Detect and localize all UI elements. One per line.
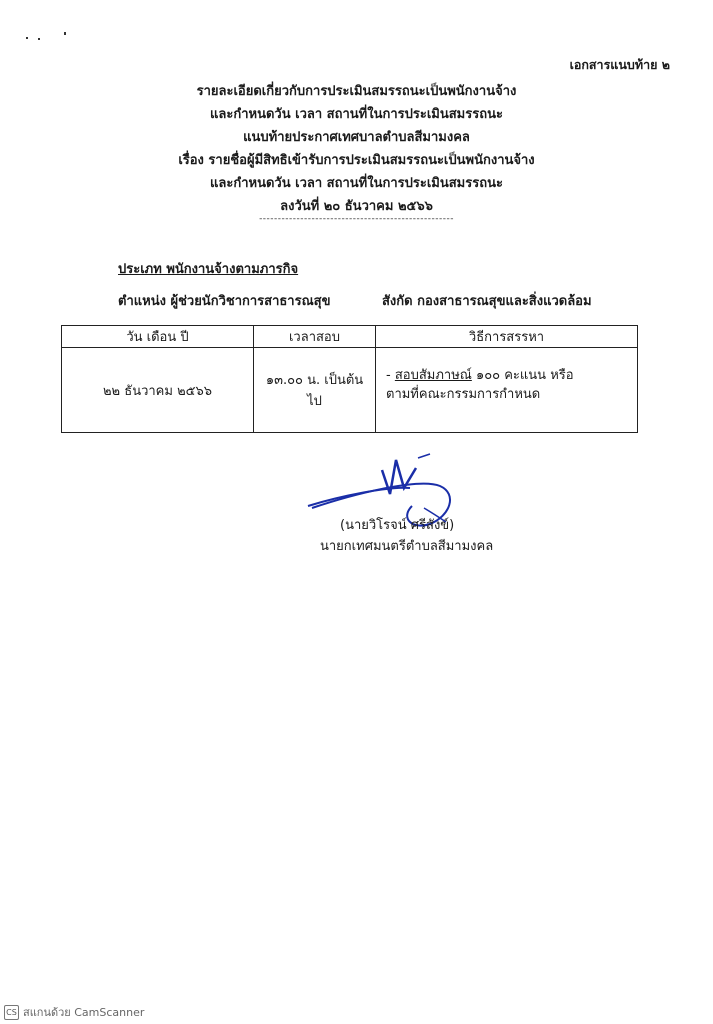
header-line-4: เรื่อง รายชื่อผู้มีสิทธิเข้ารับการประเมินสมรรถนะเป็นพนักงานจ้าง: [178, 153, 535, 168]
affiliation-label: สังกัด กองสาธารณสุขและสิ่งแวดล้อม: [382, 294, 592, 309]
header-line-6: ลงวันที่ ๒๐ ธันวาคม ๒๕๖๖: [280, 199, 433, 214]
header-line-5: และกำหนดวัน เวลา สถานที่ในการประเมินสมรรถนะ: [210, 176, 503, 191]
scan-specks: [26, 32, 66, 44]
table-row: [62, 348, 638, 433]
scanner-footer: [4, 1003, 144, 1021]
header-line-3: แนบท้ายประกาศเทศบาลตำบลสีมามงคล: [243, 130, 470, 145]
signatory-title: นายกเทศมนตรีตำบลสีมามงคล: [320, 539, 494, 554]
method-committee: ตามที่คณะกรรมการกำหนด: [386, 387, 541, 402]
scanner-footer-text: สแกนด้วย CamScanner: [23, 1006, 145, 1019]
header-line-1: รายละเอียดเกี่ยวกับการประเมินสมรรถนะเป็นพนักงานจ้าง: [196, 84, 517, 99]
schedule-table: [61, 325, 638, 433]
header-time: เวลาสอบ: [254, 326, 376, 348]
camscanner-icon: CS: [4, 1005, 19, 1020]
header-method: วิธีการสรรหา: [376, 326, 638, 348]
method-dash: -: [386, 368, 391, 383]
doc-tag: เอกสารแนบท้าย ๒: [569, 57, 670, 72]
divider: ----------------------------------------------------: [259, 214, 454, 224]
cell-time: ๑๓.๐๐ น. เป็นต้นไป: [254, 348, 376, 433]
method-interview: สอบสัมภาษณ์: [394, 368, 472, 383]
signatory-name: (นายวิโรจน์ ศรีสังข์): [340, 518, 455, 533]
table-header-row: [62, 326, 638, 348]
cell-method: [376, 348, 638, 433]
header-line-2: และกำหนดวัน เวลา สถานที่ในการประเมินสมรรถนะ: [210, 107, 503, 122]
position-label: ตำแหน่ง ผู้ช่วยนักวิชาการสาธารณสุข: [118, 294, 331, 309]
category-label: ประเภท พนักงานจ้างตามภารกิจ: [118, 262, 299, 277]
method-score: ๑๐๐ คะแนน หรือ: [471, 368, 574, 383]
header-date: วัน เดือน ปี: [62, 326, 254, 348]
cell-date: ๒๒ ธันวาคม ๒๕๖๖: [62, 348, 254, 433]
